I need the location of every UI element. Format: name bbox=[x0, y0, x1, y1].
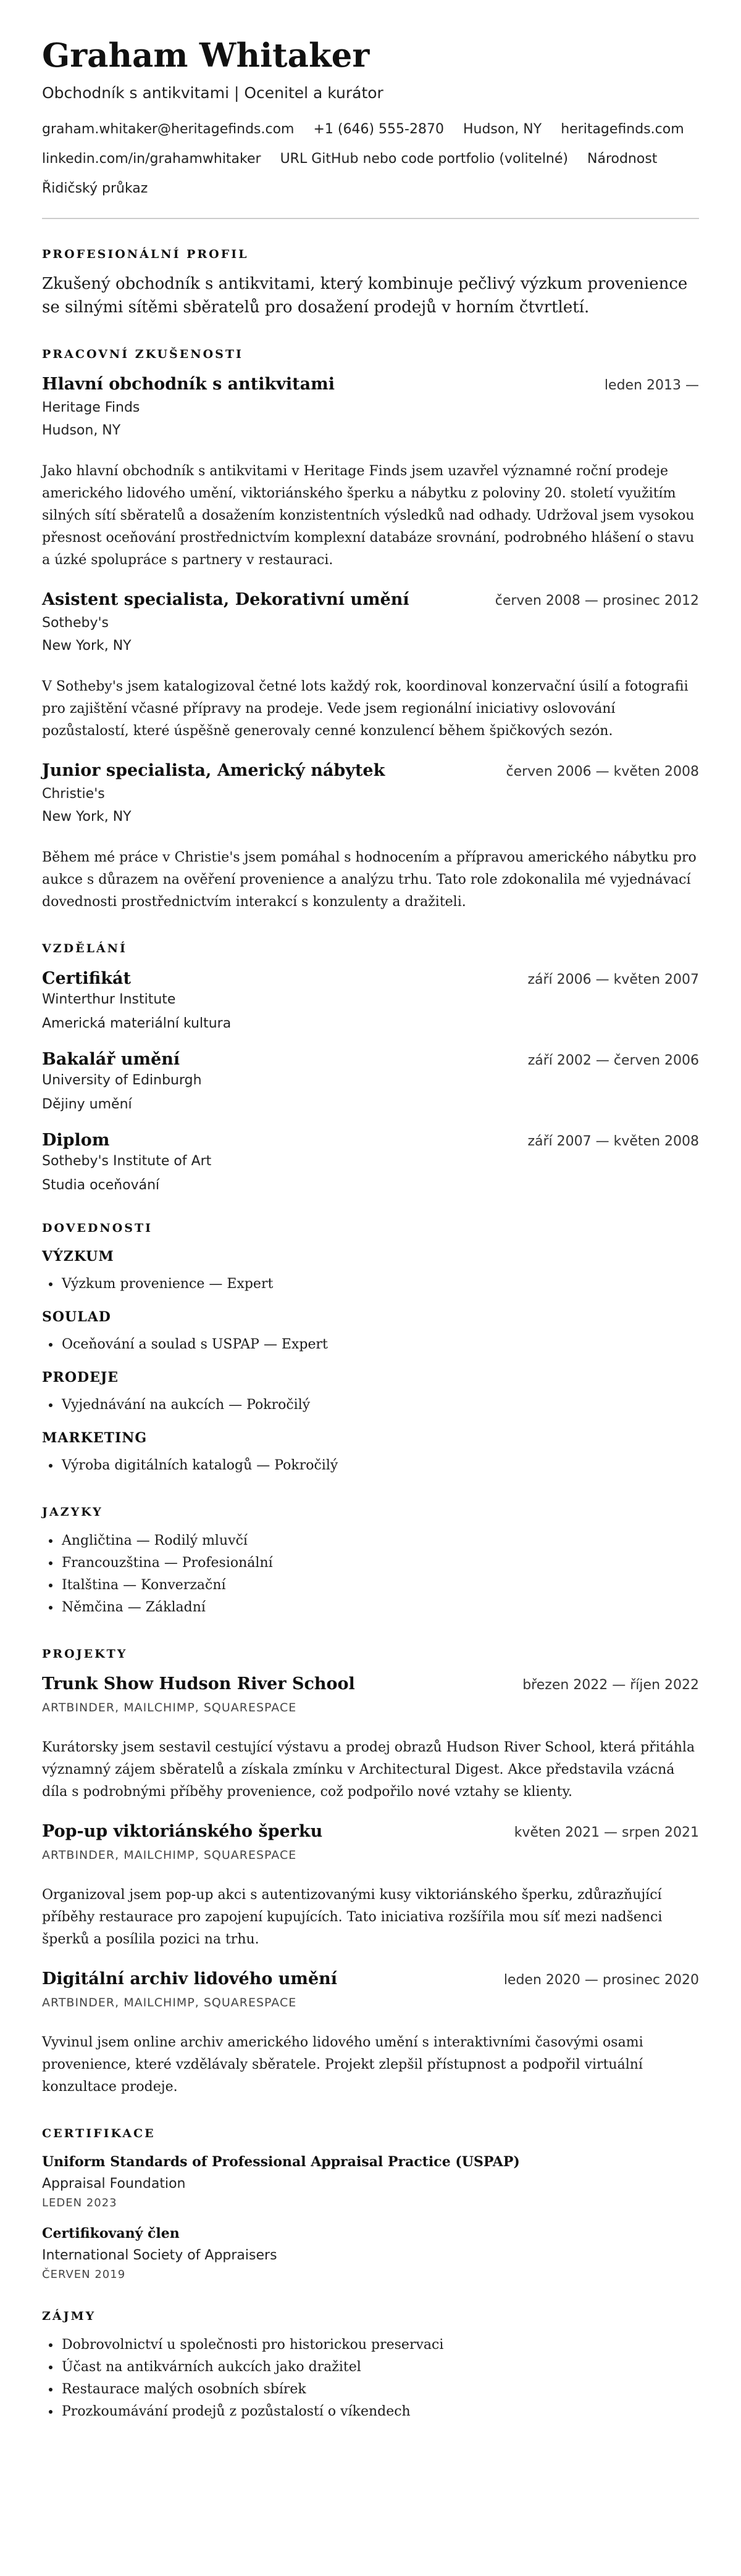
certification-item bbox=[42, 2225, 699, 2281]
section-title-languages: JAZYKY bbox=[42, 1505, 103, 1519]
education-date: září 2007 — květen 2008 bbox=[527, 1134, 699, 1149]
education-date: září 2006 — květen 2007 bbox=[527, 972, 699, 987]
project-description: Kurátorsky jsem sestavil cestující výstavu a prodej obrazů Hudson River School, která přitáhla významný zájem sběratelů a získala zmínku v Architectural Digest. Akce představila vzácná díla s podrobnými příběhy provenience, což podpořilo nové vztahy se klienty. bbox=[42, 1740, 695, 1800]
job-location: New York, NY bbox=[42, 809, 132, 825]
section-title-certifications: CERTIFIKACE bbox=[42, 2127, 156, 2140]
skill-item: • Výzkum provenience — Expert bbox=[61, 1273, 699, 1295]
contact-driving-license: Řidičský průkaz bbox=[42, 181, 148, 196]
job-description: Během mé práce v Christie's jsem pomáhal s hodnocením a přípravou amerického nábytku pro aukce s důrazem na ověření provenience a analýzu trhu. Tato role zdokonalila mé vyjednávací dovednosti prostřednictvím interakcí s konzulenty a dražiteli. bbox=[42, 850, 697, 910]
skill-list bbox=[42, 1394, 699, 1416]
education-degree: Certifikát bbox=[42, 969, 131, 988]
education-field: Dějiny umění bbox=[42, 1097, 132, 1112]
interest-item: • Účast na antikvárních aukcích jako dražitel bbox=[61, 2356, 699, 2379]
project-item bbox=[42, 1969, 699, 2098]
job-company: Heritage Finds bbox=[42, 400, 140, 415]
contact-linkedin[interactable]: linkedin.com/in/grahamwhitaker bbox=[42, 151, 261, 167]
interest-item: • Prozkoumávání prodejů z pozůstalostí o víkendech bbox=[61, 2401, 699, 2423]
languages-section bbox=[42, 1505, 699, 1619]
candidate-name: Graham Whitaker bbox=[42, 36, 370, 75]
project-item bbox=[42, 1822, 699, 1951]
job-company: Christie's bbox=[42, 786, 105, 802]
project-tech: ARTBINDER, MAILCHIMP, SQUARESPACE bbox=[42, 1701, 297, 1714]
language-item: • Francouzština — Profesionální bbox=[61, 1552, 699, 1574]
certification-date: ČERVEN 2019 bbox=[42, 2268, 126, 2281]
education-school: University of Edinburgh bbox=[42, 1073, 202, 1088]
job-location: New York, NY bbox=[42, 638, 132, 654]
section-title-skills: DOVEDNOSTI bbox=[42, 1221, 153, 1235]
project-tech: ARTBINDER, MAILCHIMP, SQUARESPACE bbox=[42, 1996, 297, 2009]
job-date: červen 2008 — prosinec 2012 bbox=[495, 593, 699, 609]
contact-location: Hudson, NY bbox=[463, 122, 542, 137]
header-divider bbox=[42, 218, 699, 219]
job-title: Asistent specialista, Dekorativní umění bbox=[42, 590, 409, 609]
skill-group bbox=[42, 1369, 699, 1416]
interest-list bbox=[42, 2334, 699, 2423]
skill-group bbox=[42, 1309, 699, 1356]
job-location: Hudson, NY bbox=[42, 423, 121, 438]
section-title-experience: PRACOVNÍ ZKUŠENOSTI bbox=[42, 347, 243, 361]
experience-item bbox=[42, 590, 699, 742]
project-date: leden 2020 — prosinec 2020 bbox=[503, 1972, 699, 1988]
skill-group bbox=[42, 1430, 699, 1477]
project-tech: ARTBINDER, MAILCHIMP, SQUARESPACE bbox=[42, 1848, 297, 1862]
certification-issuer: Appraisal Foundation bbox=[42, 2176, 186, 2192]
education-school: Sotheby's Institute of Art bbox=[42, 1153, 212, 1169]
skill-category: VÝZKUM bbox=[42, 1249, 114, 1265]
skills-section bbox=[42, 1221, 699, 1477]
project-name: Pop-up viktoriánského šperku bbox=[42, 1822, 323, 1841]
project-description: Organizoval jsem pop-up akci s autentizovanými kusy viktoriánského šperku, zdůrazňující příběhy restaurace pro zapojení kupujících. Tato iniciativa rozšířila mou síť mezi nadšenci šperků a posílila pozici na trhu. bbox=[42, 1887, 663, 1947]
project-description: Vyvinul jsem online archiv amerického lidového umění s interaktivními časovými osami provenience, které vzdělávaly sběratele. Projekt zlepšil přístupnost a podpořil virtuální konzultace prodeje. bbox=[42, 2035, 643, 2095]
skill-item: • Výroba digitálních katalogů — Pokročilý bbox=[61, 1455, 699, 1477]
education-field: Studia oceňování bbox=[42, 1178, 160, 1193]
contact-email[interactable]: graham.whitaker@heritagefinds.com bbox=[42, 122, 295, 137]
education-item bbox=[42, 969, 699, 1031]
education-date: září 2002 — červen 2006 bbox=[527, 1053, 699, 1068]
projects-section bbox=[42, 1647, 699, 2098]
contact-nationality: Národnost bbox=[587, 151, 658, 167]
section-title-profile: PROFESIONÁLNÍ PROFIL bbox=[42, 247, 249, 261]
candidate-headline: Obchodník s antikvitami | Ocenitel a kurátor bbox=[42, 84, 383, 102]
education-degree: Diplom bbox=[42, 1131, 110, 1150]
contact-website[interactable]: heritagefinds.com bbox=[561, 122, 684, 137]
experience-item bbox=[42, 761, 699, 913]
skill-category: PRODEJE bbox=[42, 1369, 119, 1386]
contact-github[interactable]: URL GitHub nebo code portfolio (volitelné) bbox=[280, 151, 568, 167]
job-date: leden 2013 — bbox=[604, 378, 699, 393]
section-title-interests: ZÁJMY bbox=[42, 2309, 96, 2323]
certification-issuer: International Society of Appraisers bbox=[42, 2248, 277, 2263]
profile-section bbox=[42, 247, 699, 319]
interest-item: • Restaurace malých osobních sbírek bbox=[61, 2379, 699, 2401]
education-school: Winterthur Institute bbox=[42, 992, 176, 1007]
skill-item: • Oceňování a soulad s USPAP — Expert bbox=[61, 1334, 699, 1356]
education-section bbox=[42, 942, 699, 1193]
certifications-section bbox=[42, 2127, 699, 2281]
contact-phone[interactable]: +1 (646) 555-2870 bbox=[313, 122, 444, 137]
skill-group bbox=[42, 1249, 699, 1295]
experience-item bbox=[42, 375, 699, 571]
skill-list bbox=[42, 1455, 699, 1477]
job-company: Sotheby's bbox=[42, 615, 109, 631]
experience-section bbox=[42, 347, 699, 913]
education-field: Americká materiální kultura bbox=[42, 1016, 232, 1031]
project-date: květen 2021 — srpen 2021 bbox=[514, 1825, 699, 1840]
language-item: • Němčina — Základní bbox=[61, 1597, 699, 1619]
skill-list bbox=[42, 1334, 699, 1356]
section-title-projects: PROJEKTY bbox=[42, 1647, 128, 1661]
job-description: V Sotheby's jsem katalogizoval četné lots každý rok, koordinoval konzervační úsilí a fotografii pro zajištění včasné přípravy na prodeje. Vede jsem regionální iniciativy oslovování pozůstalostí, které úspěšně generovaly cenné konzulencí během špičkových sezón. bbox=[42, 679, 689, 739]
project-item bbox=[42, 1674, 699, 1803]
job-title: Hlavní obchodník s antikvitami bbox=[42, 375, 335, 394]
project-name: Trunk Show Hudson River School bbox=[42, 1674, 355, 1693]
certification-item bbox=[42, 2154, 699, 2209]
education-item bbox=[42, 1050, 699, 1112]
language-item: • Angličtina — Rodilý mluvčí bbox=[61, 1530, 699, 1552]
project-name: Digitální archiv lidového umění bbox=[42, 1969, 338, 1988]
job-description: Jako hlavní obchodník s antikvitami v Heritage Finds jsem uzavřel významné roční prodeje amerického lidového umění, viktoriánského šperku a nábytku z poloviny 20. století využitím silných sítí sběratelů a dosažením konzistentních výsledků nad odhady. Udržoval jsem vysokou přesnost oceňování prostřednictvím komplexní databáze srovnání, podrobného hlášení o stavu a úzké spolupráce s partnery v restauraci. bbox=[42, 463, 695, 568]
skill-item: • Vyjednávání na aukcích — Pokročilý bbox=[61, 1394, 699, 1416]
job-date: červen 2006 — květen 2008 bbox=[506, 764, 699, 779]
job-title: Junior specialista, Americký nábytek bbox=[42, 761, 385, 780]
education-item bbox=[42, 1131, 699, 1193]
education-degree: Bakalář umění bbox=[42, 1050, 180, 1069]
skill-category: MARKETING bbox=[42, 1430, 148, 1446]
skill-category: SOULAD bbox=[42, 1309, 111, 1325]
section-title-education: VZDĚLÁNÍ bbox=[42, 942, 127, 955]
interests-section bbox=[42, 2309, 699, 2423]
certification-name: Certifikovaný člen bbox=[42, 2225, 180, 2242]
profile-summary: Zkušený obchodník s antikvitami, který kombinuje pečlivý výzkum provenience se silnými sítěmi sběratelů pro dosažení prodejů v horním čtvrtletí. bbox=[42, 275, 688, 317]
skill-list bbox=[42, 1273, 699, 1295]
language-item: • Italština — Konverzační bbox=[61, 1574, 699, 1597]
certification-name: Uniform Standards of Professional Appraisal Practice (USPAP) bbox=[42, 2154, 520, 2170]
contact-list bbox=[42, 120, 699, 198]
interest-item: • Dobrovolnictví u společnosti pro historickou preservaci bbox=[61, 2334, 699, 2356]
project-date: březen 2022 — říjen 2022 bbox=[522, 1677, 699, 1693]
language-list bbox=[42, 1530, 699, 1619]
certification-date: LEDEN 2023 bbox=[42, 2196, 117, 2209]
